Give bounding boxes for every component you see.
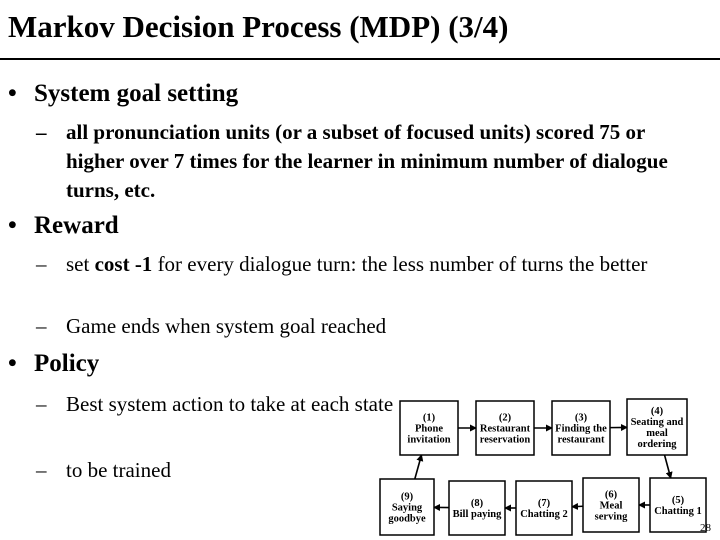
state-node-5 [650,478,706,532]
state-node-2 [476,401,534,455]
bullet-reward-heading: Reward [34,212,119,239]
state-node-label: Finding the [555,423,607,435]
state-node-6 [583,478,639,532]
state-node-label: Restaurant [479,423,531,435]
sub-marker: – [36,252,47,276]
reward-subbullet-2-text: Game ends when system goal reached [66,314,387,338]
state-node-label: Phone [414,423,444,435]
state-node-label: reservation [479,434,531,446]
page-number: 28 [700,522,711,534]
state-node-label: (6) [604,489,618,501]
diagram-nodes [380,399,706,535]
goal-subbullet-text: all pronunciation units (or a subset of focused units) scored 75 or higher over 7 times for the learner in minimum number of dialogue turns, etc. [66,120,668,202]
bullet-goal-heading: System goal setting [34,80,239,107]
sub-marker: – [36,458,47,482]
policy-subbullet-2-text: to be trained [66,458,171,482]
state-node-label: (5) [671,495,685,506]
state-node-7 [516,481,572,535]
state-node-3 [552,401,610,455]
reward-text-pre: set [66,252,95,276]
state-node-label: (1) [422,412,436,424]
state-node-label: Chatting 1 [654,506,702,517]
bullet-policy-heading: Policy [34,350,100,377]
state-node-1 [400,401,458,455]
state-node-label: (4) [650,406,664,417]
state-node-label: Chatting 2 [520,509,568,520]
state-node-label: restaurant [557,434,605,446]
bullet-marker: • [8,350,17,377]
state-node-label: (7) [537,498,551,509]
edge-9-to-1 [415,455,422,479]
state-node-label: goodbye [388,513,426,525]
state-node-label: Saying [391,502,423,514]
state-node-label: Meal [599,500,623,512]
state-node-9 [380,479,434,535]
state-node-label: (3) [574,412,588,424]
state-node-label: (2) [498,412,512,424]
reward-cost-text: cost -1 [94,252,153,276]
state-node-label: ordering [637,439,677,450]
state-node-4 [627,399,687,455]
state-node-label: invitation [407,434,451,446]
policy-subbullet-1-text: Best system action to take at each state [66,392,394,416]
state-node-label: (8) [470,498,484,509]
state-node-label: Seating and [630,417,684,428]
state-node-label: serving [594,511,628,523]
state-node-label: meal [646,428,668,439]
slide-title: Markov Decision Process (MDP) (3/4) [8,9,509,44]
reward-text-post: for every dialogue turn: the less number of turns the better [152,252,648,276]
sub-marker: – [36,392,47,416]
state-node-8 [449,481,505,535]
edge-4-to-5 [665,455,671,478]
bullet-marker: • [8,212,17,239]
state-node-label: Bill paying [452,509,502,520]
sub-marker: – [36,314,47,338]
bullet-marker: • [8,80,17,107]
sub-marker: – [36,120,47,144]
state-node-label: (9) [400,491,414,503]
